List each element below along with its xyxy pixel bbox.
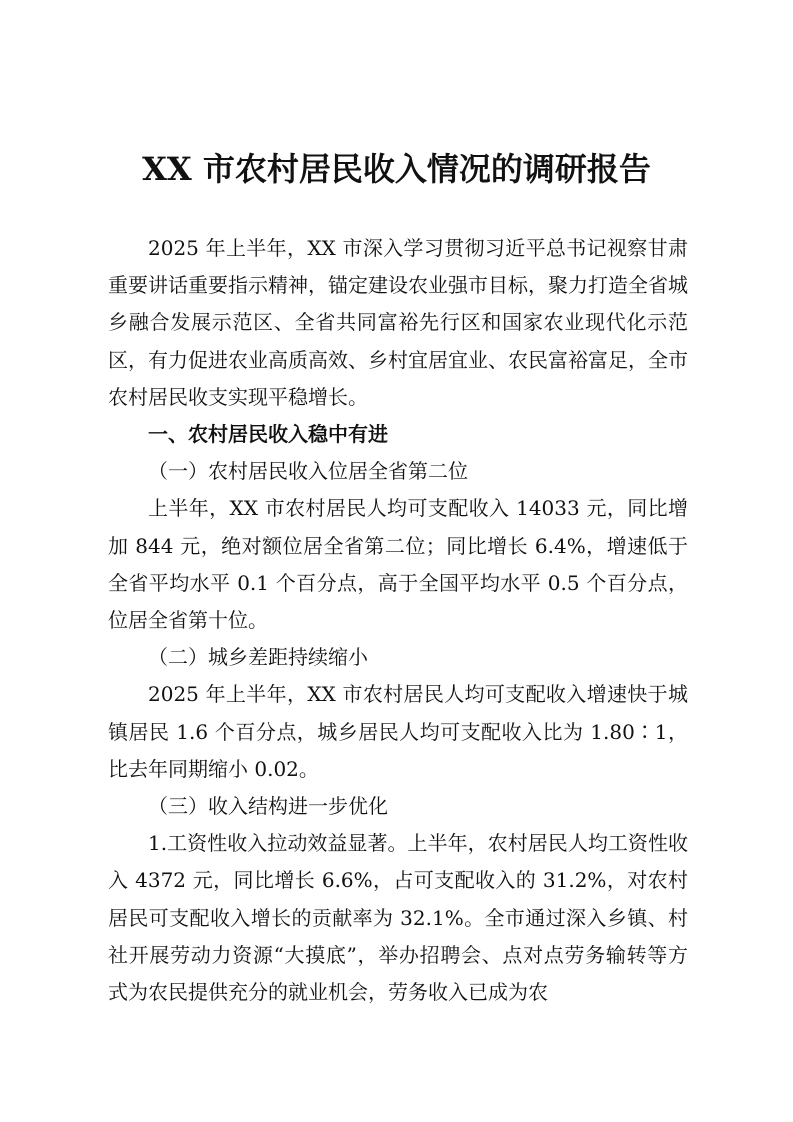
document-title: XX 市农村居民收入情况的调研报告	[142, 150, 651, 188]
document-body	[108, 230, 688, 1011]
section-heading-1: 一、农村居民收入稳中有进	[148, 422, 388, 447]
paragraph-urban-rural-gap: 2025 年上半年，XX 市农村居民人均可支配收入增速快于城镇居民 1.6 个百分点，城乡居民人均可支配收入比为 1.80∶1，比去年同期缩小 0.02。	[108, 682, 688, 781]
paragraph-wage-income: 1.工资性收入拉动效益显著。上半年，农村居民人均工资性收入 4372 元，同比增长 6.6%，占可支配收入的 31.2%，对农村居民可支配收入增长的贡献率为 32.1%。全市通过深入乡镇、村社开展劳动力资源“大摸底”，举办招聘会、点对点劳务输转等方式为农民提供充分的就业机会，劳务收入已成为农	[108, 831, 688, 1005]
subsection-heading-3: （三）收入结构进一步优化	[148, 794, 388, 819]
paragraph-income-rank: 上半年，XX 市农村居民人均可支配收入 14033 元，同比增加 844 元，绝对额位居全省第二位；同比增长 6.4%，增速低于全省平均水平 0.1 个百分点，高于全国平均水平 0.5 个百分点，位居全省第十位。	[108, 496, 688, 633]
subsection-heading-1: （一）农村居民收入位居全省第二位	[148, 459, 468, 484]
subsection-heading-2: （二）城乡差距持续缩小	[148, 645, 368, 670]
paragraph-intro: 2025 年上半年，XX 市深入学习贯彻习近平总书记视察甘肃重要讲话重要指示精神，锚定建设农业强市目标，聚力打造全省城乡融合发展示范区、全省共同富裕先行区和国家农业现代化示范区，有力促进农业高质高效、乡村宜居宜业、农民富裕富足，全市农村居民收支实现平稳增长。	[108, 236, 688, 409]
